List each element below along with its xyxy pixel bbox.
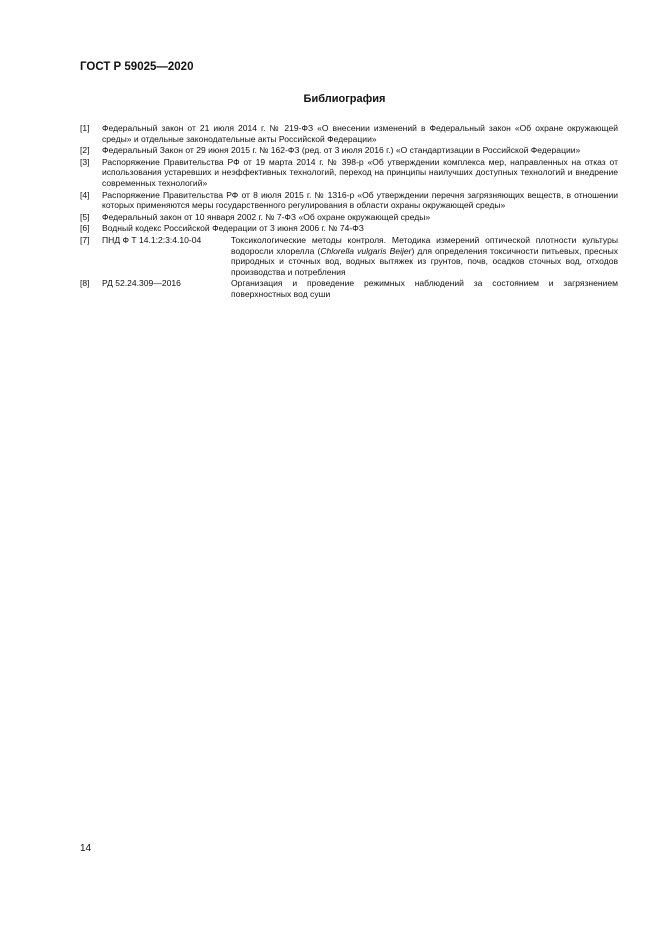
list-item	[80, 235, 618, 277]
bibliography-list	[80, 123, 618, 301]
entry-number: [2]	[80, 145, 90, 156]
entry-number: [4]	[80, 189, 90, 200]
entry-number: [3]	[80, 156, 90, 167]
list-item	[80, 190, 618, 211]
entry-text: Распоряжение Правительства РФ от 8 июля 2015 г. № 1316-р «Об утверждении перечня загрязняющих веществ, в отношении которых применяются меры государственного регулирования в области охраны окружающей среды»	[102, 189, 618, 211]
entry-number: [6]	[80, 223, 90, 234]
list-item	[80, 278, 618, 299]
entry-number: [7]	[80, 234, 90, 245]
page-number: 14	[80, 843, 92, 854]
entry-text: Распоряжение Правительства РФ от 19 марта 2014 г. № 398-р «Об утверждении комплекса мер, направленных на отказ от использования устаревших и неэффективных технологий, переход на принципы наилучших доступных технологий и внедрение современных технологий»	[102, 156, 618, 188]
entry-description: Организация и проведение режимных наблюдений за состоянием и загрязнением поверхностных вод суши	[231, 278, 618, 299]
entry-number: [5]	[80, 211, 90, 222]
standard-number: ГОСТ Р 59025—2020	[80, 61, 194, 73]
list-item	[80, 123, 618, 144]
entry-description: Токсикологические методы контроля. Методика измерений оптической плотности культуры водоросли хлорелла (Chlorella vulgaris Beijer) для определения токсичности питьевых, пресных природных и сточных вод, водных вытяжек из грунтов, почв, осадков сточных вод, отходов производства и потребления	[231, 234, 618, 277]
entry-text: Федеральный закон от 21 июля 2014 г. № 219-ФЗ «О внесении изменений в Федеральный закон «Об охране окружающей среды» и отдельные законодательные акты Российской Федерации»	[102, 123, 618, 144]
list-item	[80, 157, 618, 189]
entry-document-code: ПНД Ф Т 14.1:2:3:4.10-04	[102, 234, 202, 245]
entry-number: [1]	[80, 123, 90, 133]
list-item	[80, 212, 618, 223]
list-item	[80, 223, 618, 234]
species-name: Chlorella vulgaris Beijer	[320, 245, 412, 256]
list-item	[80, 145, 618, 156]
entry-document-code: РД 52.24.309—2016	[102, 278, 181, 289]
page-title: Библиография	[303, 93, 386, 105]
entry-number: [8]	[80, 278, 90, 289]
entry-text: Федеральный Закон от 29 июня 2015 г. № 162-ФЗ (ред. от 3 июля 2016 г.) «О стандартизации в Российской Федерации»	[102, 145, 581, 156]
entry-text: Федеральный закон от 10 января 2002 г. № 7-ФЗ «Об охране окружающей среды»	[102, 211, 431, 222]
entry-text: Водный кодекс Российской Федерации от 3 июня 2006 г. № 74-ФЗ	[102, 223, 364, 234]
